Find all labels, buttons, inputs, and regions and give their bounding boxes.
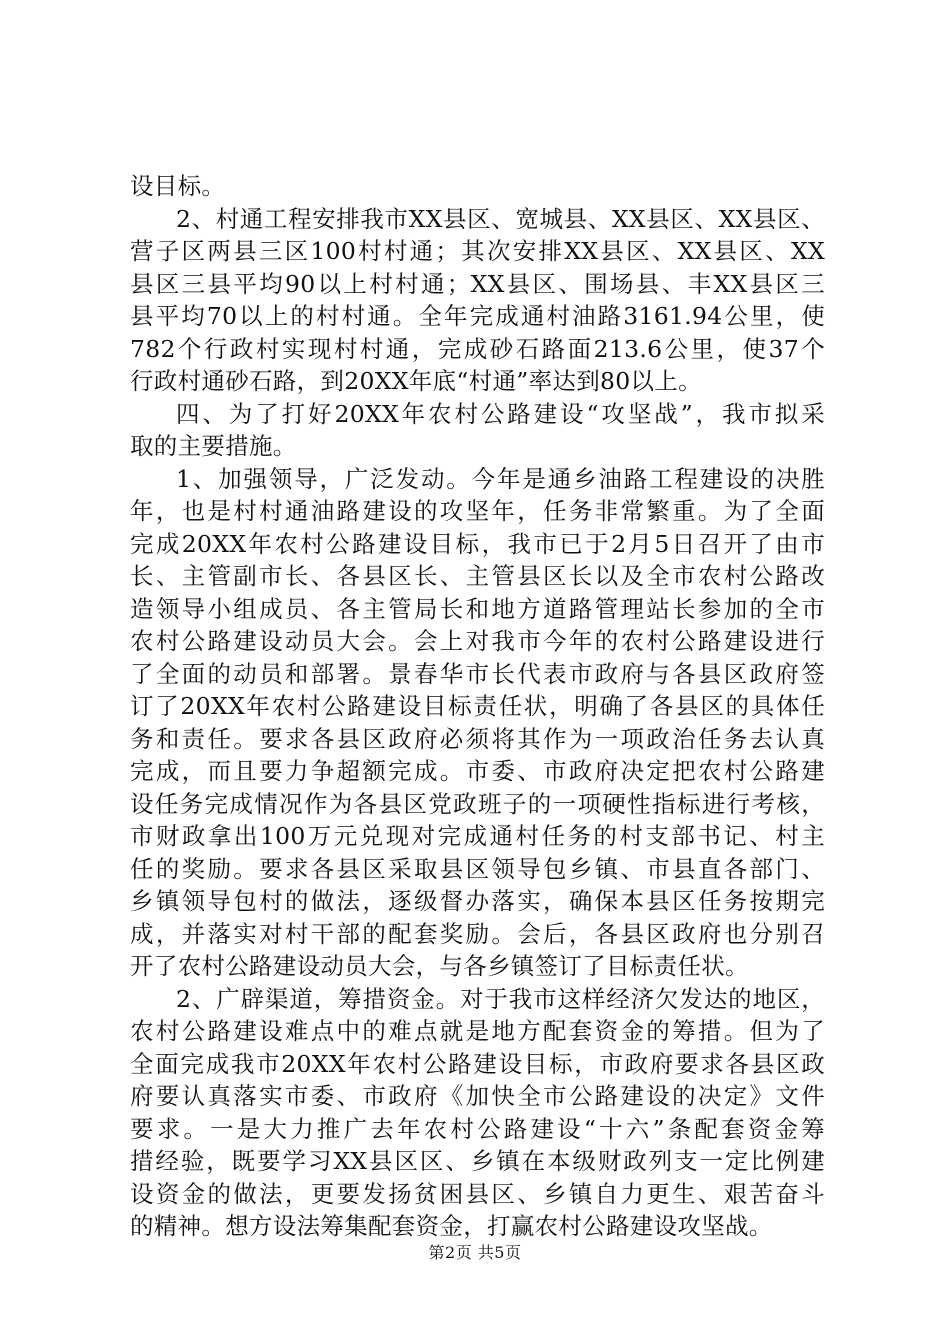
text-line: 府要认真落实市委、市政府《加快全市公路建设的决定》文件 [130,1082,825,1110]
text-line: 行政村通砂石路，到20XX年底“村通”率达到80以上。 [130,367,702,395]
text-line: 的精神。想方设法筹集配套资金，打赢农村公路建设攻坚战。 [130,1212,773,1240]
text-line: 成，并落实对村干部的配套奖励。会后，各县区政府也分别召 [130,919,825,948]
text-line: 设资金的做法，更要发扬贫困县区、乡镇自力更生、艰苦奋斗 [130,1179,825,1208]
text-line: 年，也是村村通油路建设的攻坚年，任务非常繁重。为了全面 [130,497,825,525]
text-line: 任的奖励。要求各县区采取县区领导包乡镇、市县直各部门、 [130,854,825,883]
text-line: 造领导小组成员、各主管局长和地方道路管理站长参加的全市 [130,594,825,623]
text-line: 农村公路建设难点中的难点就是地方配套资金的筹措。但为了 [130,1017,825,1045]
text-line: 农村公路建设动员大会。会上对我市今年的农村公路建设进行 [130,627,825,655]
page-number-footer: 第2页 共5页 [428,1243,522,1262]
text-line: 营子区两县三区100村村通；其次安排XX县区、XX县区、XX [130,237,825,265]
text-line: 乡镇领导包村的做法，逐级督办落实，确保本县区任务按期完 [130,887,825,915]
text-line: 县平均70以上的村村通。全年完成通村油路3161.94公里，使 [130,302,825,330]
text-line: 完成，而且要力争超额完成。市委、市政府决定把农村公路建 [130,757,825,785]
text-line: 完成20XX年农村公路建设目标，我市已于2月5日召开了由市 [130,529,825,558]
text-line: 设目标。 [130,172,226,200]
text-line: 市财政拿出100万元兑现对完成通村任务的村支部书记、村主 [130,822,825,850]
section-heading-line: 取的主要措施。 [130,432,297,460]
text-line: 务和责任。要求各县区政府必须将其作为一项政治任务去认真 [130,724,825,753]
text-line: 措经验，既要学习XX县区区、乡镇在本级财政列支一定比例建 [130,1147,825,1175]
section-heading-line: 四、为了打好20XX年农村公路建设“攻坚战”，我市拟采 [176,399,825,428]
text-line: 订了20XX年农村公路建设目标责任状，明确了各县区的具体任 [130,692,825,720]
document-body [130,170,825,1243]
text-line: 县区三县平均90以上村村通；XX县区、围场县、丰XX县区三 [130,269,825,298]
text-line: 全面完成我市20XX年农村公路建设目标，市政府要求各县区政 [130,1049,825,1078]
text-line: 要求。一是大力推广去年农村公路建设“十六”条配套资金筹 [130,1114,825,1143]
text-line: 1、加强领导，广泛发动。今年是通乡油路工程建设的决胜 [176,464,825,493]
text-line: 2、广辟渠道，筹措资金。对于我市这样经济欠发达的地区， [176,984,825,1013]
text-line: 782个行政村实现村村通，完成砂石路面213.6公里，使37个 [130,334,825,363]
text-line: 长、主管副市长、各县区长、主管县区长以及全市农村公路改 [130,562,825,590]
text-line: 2、村通工程安排我市XX县区、宽城县、XX县区、XX县区、 [176,204,825,233]
text-line: 开了农村公路建设动员大会，与各乡镇签订了目标责任状。 [130,952,749,980]
text-line: 设任务完成情况作为各县区党政班子的一项硬性指标进行考核， [130,789,825,818]
text-line: 了全面的动员和部署。景春华市长代表市政府与各县区政府签 [130,659,825,688]
